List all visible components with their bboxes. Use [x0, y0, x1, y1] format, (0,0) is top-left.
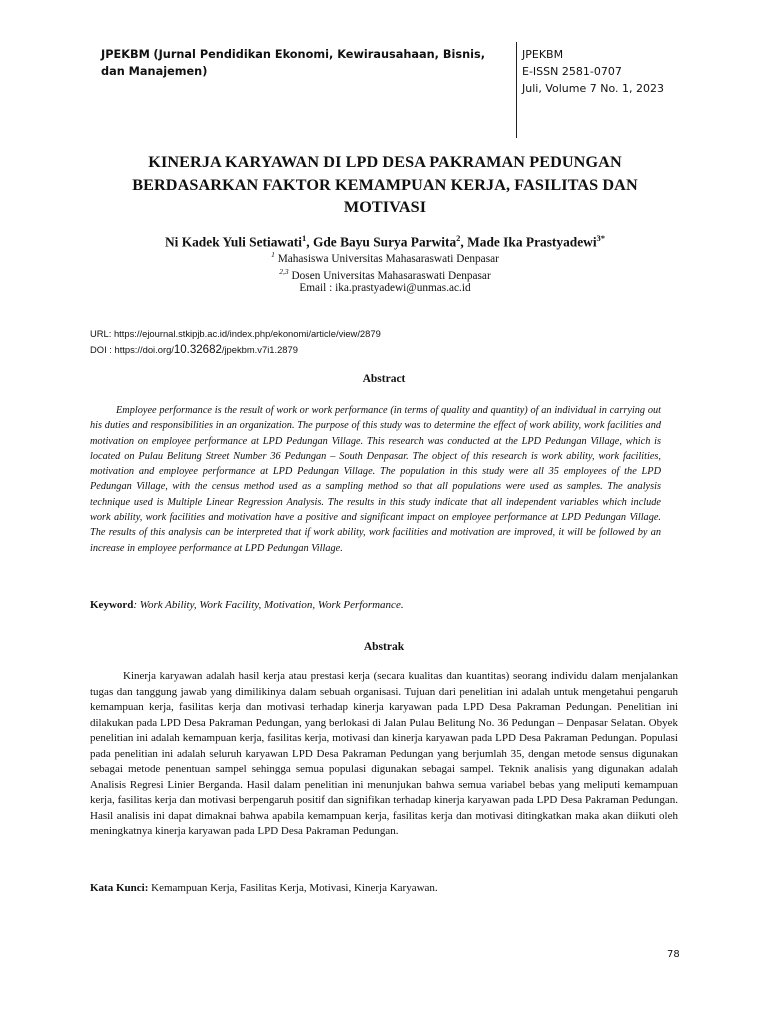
author-affiliation-mark: 2 [456, 233, 461, 243]
journal-eissn: E-ISSN 2581-0707 [522, 65, 622, 78]
abstrak-heading: Abstrak [363, 641, 405, 653]
author-list: Ni Kadek Yuli Setiawati$^1$, Gde Bayu Surya Parwita$^2$, Made Ika Prastyadewi$^{3*}$ [164, 233, 606, 250]
affiliation-text: Mahasiswa Universitas Mahasaraswati Denpasar [277, 252, 499, 265]
keyword-values: : Work Ability, Work Facility, Motivation, Work Performance. [133, 599, 404, 611]
author-affiliation-mark: 1 [301, 233, 307, 243]
author-name: Gde Bayu Surya Parwita [312, 234, 457, 250]
affiliation-mark: 2,3 [279, 267, 289, 276]
journal-full-name: (Jurnal Pendidikan Ekonomi, Kewirausahaan, Bisnis, dan Manajemen) [101, 48, 486, 78]
journal-meta [522, 46, 664, 97]
author-name: Made Ika Prastyadewi [467, 234, 597, 250]
abstract-heading: Abstract [362, 373, 406, 385]
kata-kunci-label: Kata Kunci: [90, 882, 149, 894]
journal-issue: Juli, Volume 7 No. 1, 2023 [522, 82, 664, 95]
kata-kunci-values: Kemampuan Kerja, Fasilitas Kerja, Motivasi, Kinerja Karyawan. [148, 882, 438, 894]
header-divider [516, 42, 517, 138]
journal-meta-abbr: JPEKBM [522, 48, 564, 61]
affiliation-mark: 1 [271, 250, 275, 259]
doi-number: 10.32682 [173, 344, 222, 356]
article-doi[interactable] [90, 342, 381, 358]
keywords-en [90, 597, 404, 613]
paper-title-line: KINERJA KARYAWAN DI LPD DESA PAKRAMAN PEDUNGAN [148, 153, 622, 171]
abstract-text: Employee performance is the result of work or work performance (in terms of quality and quantity) of an individual in carrying out his duties and responsibilities in an organization. The purpose of this study was to determine the effect of work ability, work facilities and motivation on employee performance at LPD Pedungan Village. This research was conducted at the LPD Pedungan Village, which is located on Pulau Belitung Street Number 36 Pedungan – South Denpasar. The object of this research is work ability, work facilities, motivation and employee performance at LPD Pedungan Village. The population in this study were all 35 employees of the LPD Pedungan Village, with the census method used as a sampling method so that all populations were used as samples. The analysis technique used is Multiple Linear Regression Analysis. The results in this study indicate that all independent variables which include work ability, work facilities and motivation have a positive and significant impact on employee performance at LPD Pedungan Village. The results of this analysis can be interpreted that if work ability, work facilities and motivation are improved, it will be followed by an increase in employee performance at LPD Pedungan Village. [90, 405, 661, 554]
paper-title [86, 151, 684, 219]
journal-abbreviation: JPEKBM [101, 48, 150, 61]
doi-prefix: DOI : https://doi.org/ [90, 344, 174, 355]
affiliation-text: Dosen Universitas Mahasaraswati Denpasar [291, 269, 491, 282]
keywords-id [90, 880, 438, 896]
journal-header [101, 46, 493, 80]
corresponding-email: Email : ika.prastyadewi@unmas.ac.id [299, 282, 471, 294]
paper-title-line: MOTIVASI [343, 198, 427, 216]
article-url[interactable]: URL: https://ejournal.stkipjb.ac.id/index.php/ekonomi/article/view/2879 [90, 328, 381, 339]
keyword-label: Keyword [90, 599, 134, 611]
paper-title-line: BERDASARKAN FAKTOR KEMAMPUAN KERJA, FASILITAS DAN [132, 175, 638, 194]
abstrak-text: Kinerja karyawan adalah hasil kerja atau prestasi kerja (secara kualitas dan kuantitas) seorang individu dalam menjalankan tugas dan tanggung jawab yang dimilikinya dalam sebuah organisasi. Tujuan dari penelitian ini adalah untuk mengetahui pengaruh kemampuan kerja, fasilitas kerja dan motivasi terhadap kinerja karyawan pada LPD Desa Pakraman Pedungan. Penelitian ini dilakukan pada LPD Desa Pakraman Pedungan, yang berlokasi di Jalan Pulau Belitung No. 36 Pedungan – Denpasar Selatan. Obyek penelitian ini adalah kemampuan kerja, fasilitas kerja, motivasi dan kinerja karyawan pada LPD Desa Pakraman Pedungan. Populasi pada penelitian ini adalah seluruh karyawan LPD Desa Pakraman Pedungan yang berjumlah 35, dengan metode sensus digunakan sebagai metode penentuan sampel sehingga semua populasi digunakan sebagai sampel. Teknik analisis yang digunakan adalah Analisis Regresi Linier Berganda. Hasil dalam penelitian ini menunjukan bahwa semua variabel bebas yang meliputi kemampuan kerja, fasilitas kerja dan motivasi berpengaruh positif dan signifikan terhadap kinerja karyawan pada LPD Desa Pakraman Pedungan. Hasil analisis ini dapat dimaknai bahwa apabila kemampuan kerja, fasilitas kerja dan motivasi ditingkatkan maka akan diikuti oleh meningkatnya kinerja karyawan pada LPD Desa Pakraman Pedungan. [90, 670, 678, 837]
author-affiliation-mark: 3* [596, 233, 606, 243]
doi-suffix: /jpekbm.v7i1.2879 [221, 344, 298, 355]
page-number: 78 [667, 949, 680, 960]
author-name: Ni Kadek Yuli Setiawati [164, 234, 302, 250]
article-links [90, 326, 381, 358]
